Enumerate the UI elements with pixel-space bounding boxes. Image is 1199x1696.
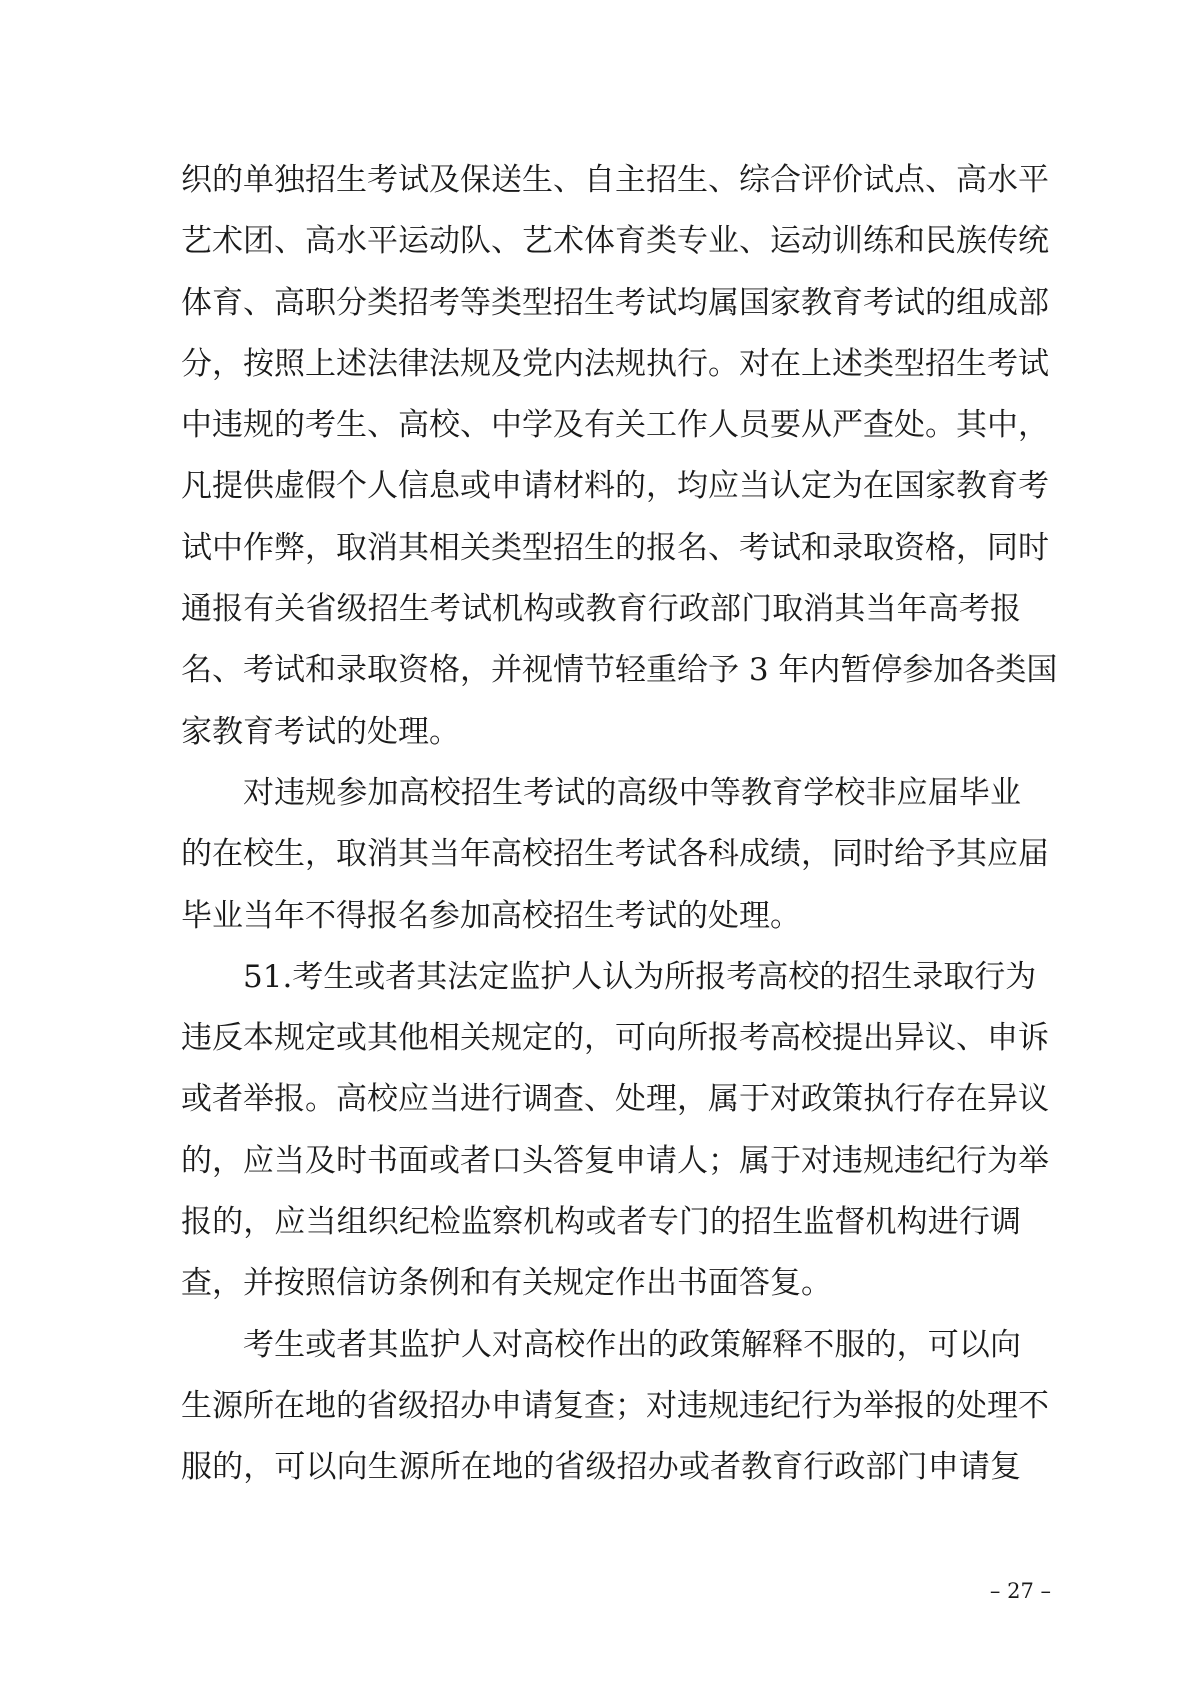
text-line: 报的，应当组织纪检监察机构或者专门的招生监督机构进行调 xyxy=(181,1204,1021,1241)
text-line: 生源所在地的省级招办申请复查；对违规违纪行为举报的处理不 xyxy=(181,1387,1049,1424)
text-line: 艺术团、高水平运动队、艺术体育类专业、运动训练和民族传统 xyxy=(181,223,1049,260)
text-line: 凡提供虚假个人信息或申请材料的，均应当认定为在国家教育考 xyxy=(181,468,1049,505)
text-line: 试中作弊，取消其相关类型招生的报名、考试和录取资格，同时 xyxy=(181,529,1049,566)
text-line: 查，并按照信访条例和有关规定作出书面答复。 xyxy=(181,1265,832,1302)
text-line: 家教育考试的处理。 xyxy=(181,713,460,750)
text-line: 通报有关省级招生考试机构或教育行政部门取消其当年高考报 xyxy=(181,591,1021,628)
text-line: 51.考生或者其法定监护人认为所报考高校的招生录取行为 xyxy=(243,958,1037,995)
body-text xyxy=(181,150,1058,1499)
text-line: 中违规的考生、高校、中学及有关工作人员要从严查处。其中， xyxy=(181,407,1049,444)
text-line: 违反本规定或其他相关规定的，可向所报考高校提出异议、申诉 xyxy=(181,1020,1049,1057)
page-number: – 27 – xyxy=(989,1579,1051,1603)
text-line: 或者举报。高校应当进行调查、处理，属于对政策执行存在异议 xyxy=(181,1081,1049,1118)
text-line: 名、考试和录取资格，并视情节轻重给予 3 年内暂停参加各类国 xyxy=(181,652,1058,689)
text-line: 的，应当及时书面或者口头答复申请人；属于对违规违纪行为举 xyxy=(181,1142,1049,1179)
text-line: 对违规参加高校招生考试的高级中等教育学校非应届毕业 xyxy=(243,774,1021,811)
text-line: 服的，可以向生源所在地的省级招办或者教育行政部门申请复 xyxy=(181,1449,1021,1486)
text-line: 考生或者其监护人对高校作出的政策解释不服的，可以向 xyxy=(243,1326,1021,1363)
text-line: 的在校生，取消其当年高校招生考试各科成绩，同时给予其应届 xyxy=(181,836,1049,873)
text-line: 毕业当年不得报名参加高校招生考试的处理。 xyxy=(181,897,801,934)
text-line: 体育、高职分类招考等类型招生考试均属国家教育考试的组成部 xyxy=(181,284,1049,321)
text-line: 分，按照上述法律法规及党内法规执行。对在上述类型招生考试 xyxy=(181,345,1049,382)
text-line: 织的单独招生考试及保送生、自主招生、综合评价试点、高水平 xyxy=(181,162,1049,198)
